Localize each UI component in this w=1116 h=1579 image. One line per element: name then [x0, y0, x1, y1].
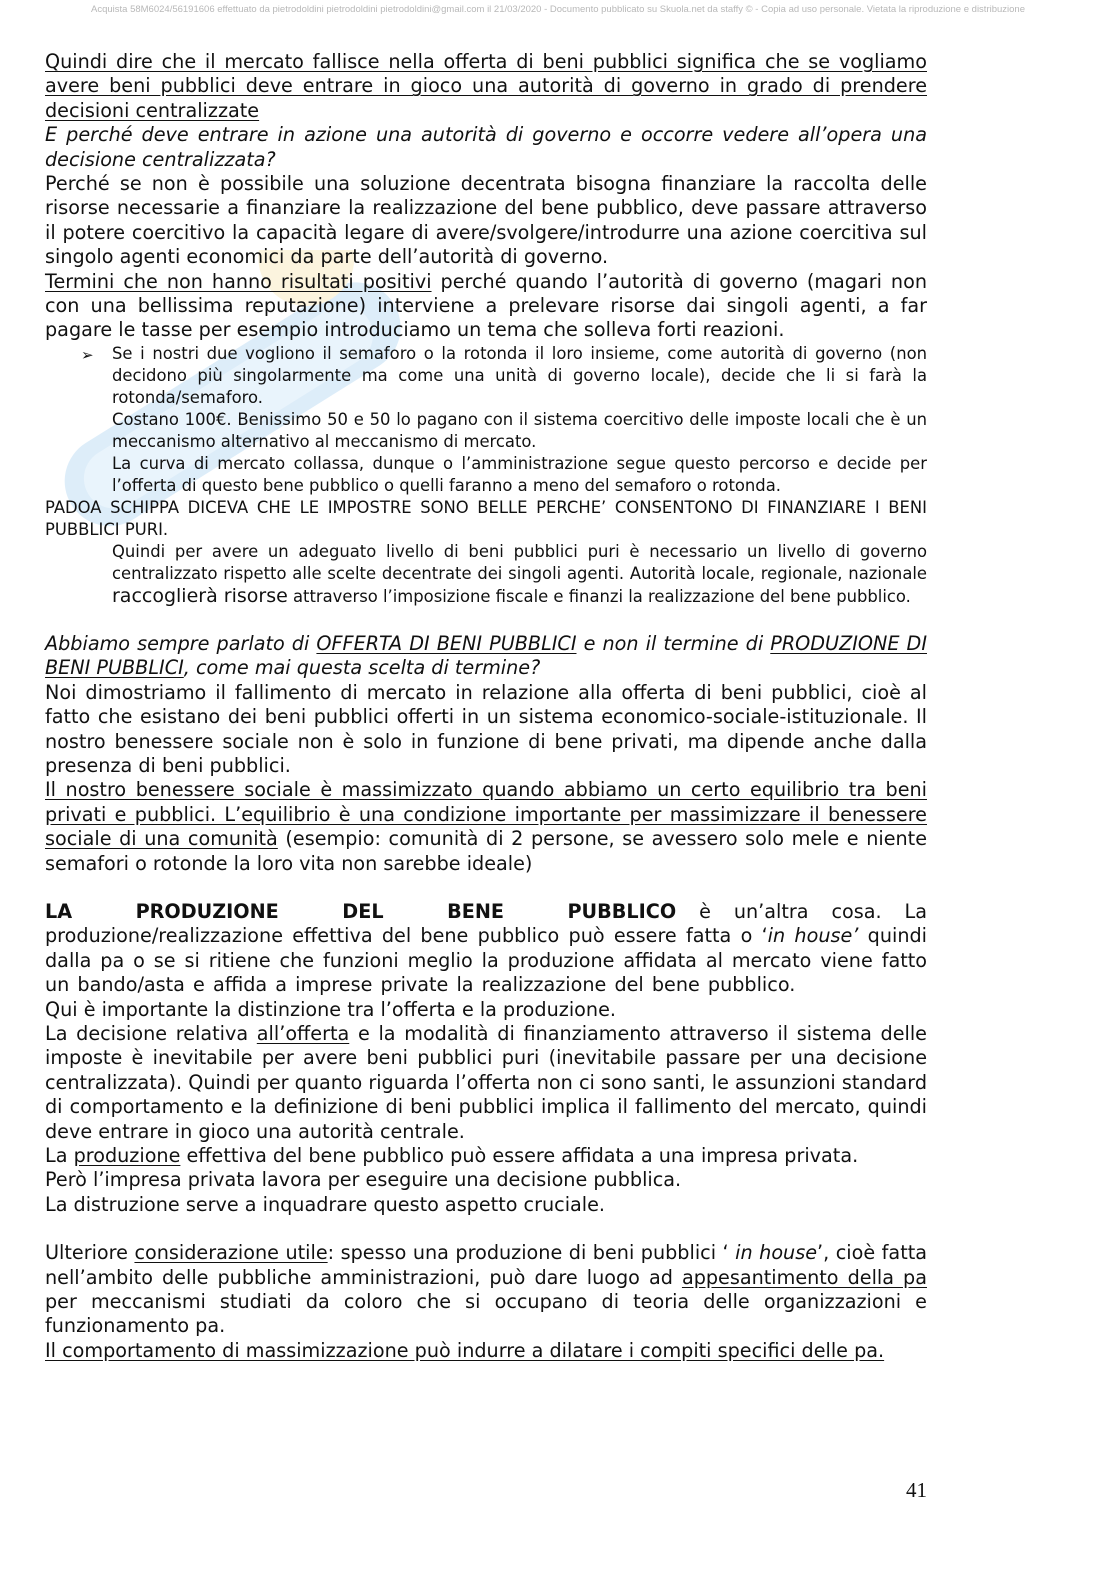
paragraph-taxes — [45, 270, 927, 343]
paragraph-text: Ulteriore — [45, 1241, 135, 1265]
underlined-phrase: all’offerta — [256, 1021, 350, 1045]
paragraph-text: quindi dalla pa o se si ritiene che funzioni meglio la produzione affidata al mercato viene fatto un bando/asta e affida a imprese private la realizzazione del bene pubblico. — [45, 924, 927, 997]
document-body — [45, 50, 927, 1363]
paragraph-text: : spesso una produzione di beni pubblici ‘ — [327, 1241, 729, 1265]
purchase-watermark: Acquista 58M6024/56191606 effettuato da pietrodoldini pietrodoldini pietrodoldini@gmail.com il 21/03/2020 - Documento pubblicato su Skuola.net da staffy © - Copia ad uso personale. Vietata la riproduzione e distribuzione — [91, 4, 1025, 15]
spacer — [45, 608, 927, 632]
paragraph-text: La decisione relativa — [45, 1021, 257, 1045]
section-heading: LA PRODUZIONE DEL BENE PUBBLICO — [45, 899, 677, 923]
paragraph-distinction: Qui è importante la distinzione tra l’offerta e la produzione. — [45, 997, 616, 1021]
paragraph-production-heading — [45, 900, 927, 998]
paragraph-crucial-aspect: La distruzione serve a inquadrare questo aspetto cruciale. — [45, 1192, 606, 1216]
paragraph-text: La — [45, 1144, 74, 1167]
paragraph-text: attraverso l’imposizione fiscale e finanzi la realizzazione del bene pubblico. — [287, 586, 911, 606]
paragraph-text: perché quando l’autorità di governo (magari non con una bellissima reputazione) interviene a prelevare risorse dai singoli agenti, a far pagare le tasse per esempio introduciamo un tema che solleva forti reazioni. — [45, 269, 927, 342]
paragraph-market-failure: Quindi dire che il mercato fallisce nella offerta di beni pubblici significa che se vogliamo avere beni pubblici deve entrare in gioco una autorità di governo in grado di prendere decisioni centralizzate — [45, 50, 927, 122]
page-number: 41 — [906, 1478, 927, 1502]
paragraph-public-decision: Però l’impresa privata lavora per eseguire una decisione pubblica. — [45, 1168, 682, 1192]
list-item-continuation: La curva di mercato collassa, dunque o l’amministrazione segue questo percorso e decide per l’offerta di questo bene pubblico o quelli faranno a meno del semaforo o rotonda. — [112, 453, 927, 495]
underlined-phrase: Il nostro benessere sociale è massimizzato quando abbiamo un certo equilibrio tra beni privati e pubblici. L’equilibrio è una condizione importante per massimizzare il benessere sociale di una comunità — [45, 778, 927, 851]
paragraph-offer-decision — [45, 1022, 927, 1144]
bullet-list — [45, 343, 927, 497]
paragraph-production-private — [45, 1144, 927, 1168]
paragraph-text: , come mai questa scelta di termine? — [183, 656, 541, 680]
emphasis-text: raccoglierà risorse — [112, 584, 288, 607]
arrow-bullet-icon: ➢ — [81, 345, 94, 364]
paragraph-text: è un’altra cosa. La produzione/realizzazione effettiva del bene pubblico può essere fatta o ‘ — [45, 899, 927, 948]
paragraph-text: ’, cioè fatta nell’ambito delle pubbliche amministrazioni, può dare luogo ad — [45, 1241, 927, 1289]
paragraph-maximization: Il comportamento di massimizzazione può indurre a dilatare i compiti specifici delle pa. — [45, 1338, 885, 1362]
paragraph-text: e non il termine di — [576, 631, 771, 655]
underlined-phrase: considerazione utile — [134, 1241, 328, 1265]
list-item-continuation: Costano 100€. Benissimo 50 e 50 lo pagano con il sistema coercitivo delle imposte locali che è un meccanismo alternativo al meccanismo di mercato. — [112, 409, 927, 451]
spacer — [45, 876, 927, 900]
underlined-phrase: PRODUZIONE DI BENI PUBBLICI — [45, 631, 927, 680]
paragraph-welfare: Noi dimostriamo il fallimento di mercato in relazione alla offerta di beni pubblici, cioè al fatto che esistano dei beni pubblici offerti in un sistema economico-sociale-istituzionale. Il nostro benessere sociale non è solo in funzione di bene privati, ma dipende anche dalla presenza di beni pubblici. — [45, 680, 927, 777]
paragraph-text: Quindi per avere un adeguato livello di beni pubblici puri è necessario un livello di governo centralizzato rispetto alle scelte decentrate dei singoli agenti. Autorità locale, regionale, nazionale — [112, 541, 927, 583]
paragraph-text: per meccanismi studiati da coloro che si occupano di teoria delle organizzazioni e funzionamento pa. — [45, 1290, 927, 1338]
paragraph-offer-vs-production-question — [45, 632, 927, 681]
underlined-phrase: appesantimento della pa — [681, 1265, 927, 1289]
paragraph-question-government: E perché deve entrare in azione una autorità di governo e occorre vedere all’opera una decisione centralizzata? — [45, 123, 927, 171]
underlined-phrase: OFFERTA DI BENI PUBBLICI — [316, 631, 577, 655]
italic-phrase: in house — [728, 1241, 818, 1265]
paragraph-text: effettiva del bene pubblico può essere affidata a una impresa privata. — [180, 1144, 859, 1167]
paragraph-centralized-level — [45, 541, 927, 608]
paragraph-equilibrium — [45, 778, 927, 876]
paragraph-text: e la modalità di finanziamento attraverso il sistema delle imposte è inevitabile per avere beni pubblici puri (inevitabile passare per una decisione centralizzata). Quindi per quanto riguarda l’offerta non ci sono santi, le assunzioni standard di comportamento e la definizione di beni pubblici implica il fallimento del mercato, quindi deve entrare in gioco una autorità centrale. — [45, 1021, 927, 1143]
list-item — [45, 343, 927, 409]
paragraph-coercive-power: Perché se non è possibile una soluzione decentrata bisogna finanziare la raccolta delle risorse necessarie a finanziare la realizzazione del bene pubblico, deve passare attraverso il potere coercitivo la capacità legare di avere/svolgere/introdurre una azione coercitiva sul singolo agenti economici da parte dell’autorità di governo. — [45, 172, 927, 269]
underlined-phrase: produzione — [73, 1144, 181, 1167]
spacer — [45, 1217, 927, 1241]
italic-phrase: in house’ — [767, 924, 859, 948]
paragraph-text: Abbiamo sempre parlato di — [45, 631, 317, 655]
paragraph-text: (esempio: comunità di 2 persone, se avessero solo mele e niente semafori o rotonde la loro vita non sarebbe ideale) — [45, 827, 927, 875]
list-item-text: Se i nostri due vogliono il semaforo o la rotonda il loro insieme, come autorità di governo (non decidono più singolarmente ma come una unità di governo locale), decide che li si farà la rotonda/semaforo. — [112, 343, 927, 407]
paragraph-in-house — [45, 1241, 927, 1339]
paragraph-padoa-schioppa: PADOA SCHIPPA DICEVA CHE LE IMPOSTRE SONO BELLE PERCHE’ CONSENTONO DI FINANZIARE I BENI PUBBLICI PURI. — [45, 497, 927, 539]
underlined-phrase: Termini che non hanno risultati positivi — [45, 269, 432, 293]
